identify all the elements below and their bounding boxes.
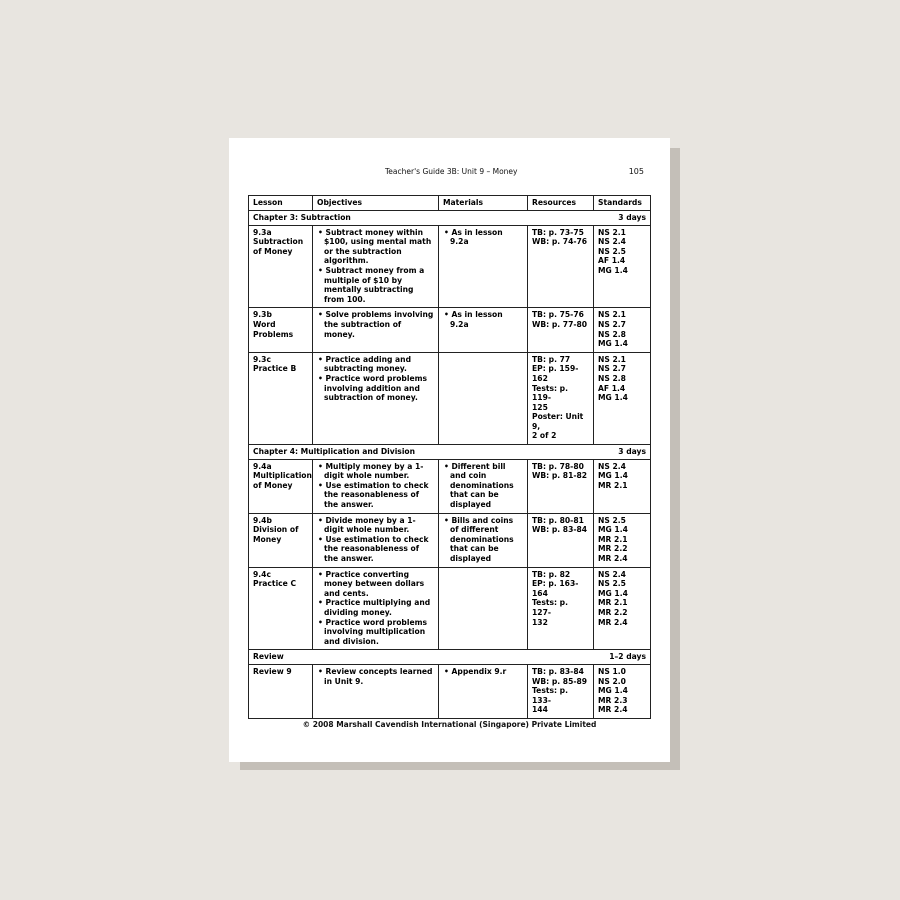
chapter-title: Chapter 3: Subtraction — [253, 213, 351, 222]
objective-item: • Practice word problems involving multiplication and division. — [317, 618, 434, 647]
column-header-materials: Materials — [439, 196, 528, 211]
materials-cell — [439, 567, 528, 650]
materials-list — [443, 516, 523, 564]
objective-item: • Practice converting money between dollars and cents. — [317, 570, 434, 599]
objectives-cell — [313, 225, 439, 308]
table-row — [249, 225, 651, 308]
chapter-row — [249, 650, 651, 665]
objective-item: • Subtract money within $100, using mental math or the subtraction algorithm. — [317, 228, 434, 266]
objectives-list — [317, 570, 434, 647]
chapter-row — [249, 445, 651, 460]
standards-cell: NS 2.1 NS 2.4 NS 2.5 AF 1.4 MG 1.4 — [594, 225, 651, 308]
objective-item: • Subtract money from a multiple of $10 by mentally subtracting from 100. — [317, 266, 434, 304]
material-item: • As in lesson 9.2a — [443, 310, 523, 329]
objective-item: • Practice word problems involving addition and subtraction of money. — [317, 374, 434, 403]
standards-cell: NS 2.4 NS 2.5 MG 1.4 MR 2.1 MR 2.2 MR 2.4 — [594, 567, 651, 650]
resources-cell: TB: p. 83-84 WB: p. 85-89 Tests: p. 133- 144 — [528, 664, 594, 718]
materials-list — [443, 310, 523, 329]
lesson-cell: Review 9 — [249, 664, 313, 718]
objectives-list — [317, 462, 434, 510]
objectives-cell — [313, 567, 439, 650]
table-row — [249, 664, 651, 718]
column-header-objectives: Objectives — [313, 196, 439, 211]
chapter-heading — [249, 650, 651, 665]
material-item: • Different bill and coin denominations that can be displayed — [443, 462, 523, 510]
table-row — [249, 513, 651, 567]
chapter-heading — [249, 211, 651, 226]
lesson-cell: 9.3c Practice B — [249, 352, 313, 444]
chapter-days: 3 days — [618, 213, 646, 222]
materials-cell — [439, 664, 528, 718]
standards-cell: NS 2.1 NS 2.7 NS 2.8 AF 1.4 MG 1.4 — [594, 352, 651, 444]
chapter-title: Chapter 4: Multiplication and Division — [253, 447, 416, 457]
page-header-title: Teacher's Guide 3B: Unit 9 – Money — [385, 167, 518, 176]
objectives-cell — [313, 308, 439, 352]
objective-item: • Use estimation to check the reasonableness of the answer. — [317, 481, 434, 510]
resources-cell: TB: p. 75-76 WB: p. 77-80 — [528, 308, 594, 352]
table-row — [249, 459, 651, 513]
objective-item: • Review concepts learned in Unit 9. — [317, 667, 434, 686]
table-row — [249, 352, 651, 444]
objectives-list — [317, 667, 434, 686]
resources-cell: TB: p. 77 EP: p. 159- 162 Tests: p. 119- 125 Poster: Unit 9, 2 of 2 — [528, 352, 594, 444]
material-item: • Appendix 9.r — [443, 667, 523, 677]
table-row — [249, 567, 651, 650]
lesson-cell: 9.3b Word Problems — [249, 308, 313, 352]
column-header-resources: Resources — [528, 196, 594, 211]
materials-cell — [439, 459, 528, 513]
materials-cell — [439, 513, 528, 567]
table-body — [249, 211, 651, 719]
materials-cell — [439, 352, 528, 444]
lesson-cell: 9.4c Practice C — [249, 567, 313, 650]
standards-cell: NS 1.0 NS 2.0 MG 1.4 MR 2.3 MR 2.4 — [594, 664, 651, 718]
resources-cell: TB: p. 80-81 WB: p. 83-84 — [528, 513, 594, 567]
lesson-plan-table — [248, 195, 651, 719]
resources-cell: TB: p. 82 EP: p. 163- 164 Tests: p. 127- 132 — [528, 567, 594, 650]
page-header — [229, 167, 670, 179]
lesson-cell: 9.4a Multiplication of Money — [249, 459, 313, 513]
objectives-list — [317, 516, 434, 564]
material-item: • Bills and coins of different denominations that can be displayed — [443, 516, 523, 564]
standards-cell: NS 2.4 MG 1.4 MR 2.1 — [594, 459, 651, 513]
table-header-row — [249, 196, 651, 211]
objectives-list — [317, 310, 434, 339]
copyright-footer: © 2008 Marshall Cavendish International (Singapore) Private Limited — [302, 720, 597, 729]
objective-item: • Multiply money by a 1-digit whole number. — [317, 462, 434, 481]
objective-item: • Use estimation to check the reasonableness of the answer. — [317, 535, 434, 564]
chapter-heading — [249, 445, 651, 460]
standards-cell: NS 2.5 MG 1.4 MR 2.1 MR 2.2 MR 2.4 — [594, 513, 651, 567]
materials-list — [443, 228, 523, 247]
chapter-row — [249, 211, 651, 226]
materials-cell — [439, 225, 528, 308]
column-header-standards: Standards — [594, 196, 651, 211]
lesson-cell: 9.3a Subtraction of Money — [249, 225, 313, 308]
table-row — [249, 308, 651, 352]
materials-list — [443, 462, 523, 510]
standards-cell: NS 2.1 NS 2.7 NS 2.8 MG 1.4 — [594, 308, 651, 352]
materials-cell — [439, 308, 528, 352]
material-item: • As in lesson 9.2a — [443, 228, 523, 247]
column-header-lesson: Lesson — [249, 196, 313, 211]
page-number: 105 — [628, 167, 644, 176]
chapter-days: 3 days — [618, 447, 646, 457]
objectives-cell — [313, 664, 439, 718]
objective-item: • Solve problems involving the subtraction of money. — [317, 310, 434, 339]
objectives-list — [317, 355, 434, 403]
objective-item: • Practice adding and subtracting money. — [317, 355, 434, 374]
chapter-days: 1–2 days — [609, 652, 646, 662]
chapter-title: Review — [253, 652, 284, 662]
objectives-list — [317, 228, 434, 305]
objectives-cell — [313, 352, 439, 444]
objectives-cell — [313, 459, 439, 513]
lesson-cell: 9.4b Division of Money — [249, 513, 313, 567]
objectives-cell — [313, 513, 439, 567]
document-page — [229, 138, 670, 762]
resources-cell: TB: p. 73-75 WB: p. 74-76 — [528, 225, 594, 308]
objective-item: • Practice multiplying and dividing money. — [317, 598, 434, 617]
resources-cell: TB: p. 78-80 WB: p. 81-82 — [528, 459, 594, 513]
objective-item: • Divide money by a 1-digit whole number. — [317, 516, 434, 535]
materials-list — [443, 667, 523, 677]
